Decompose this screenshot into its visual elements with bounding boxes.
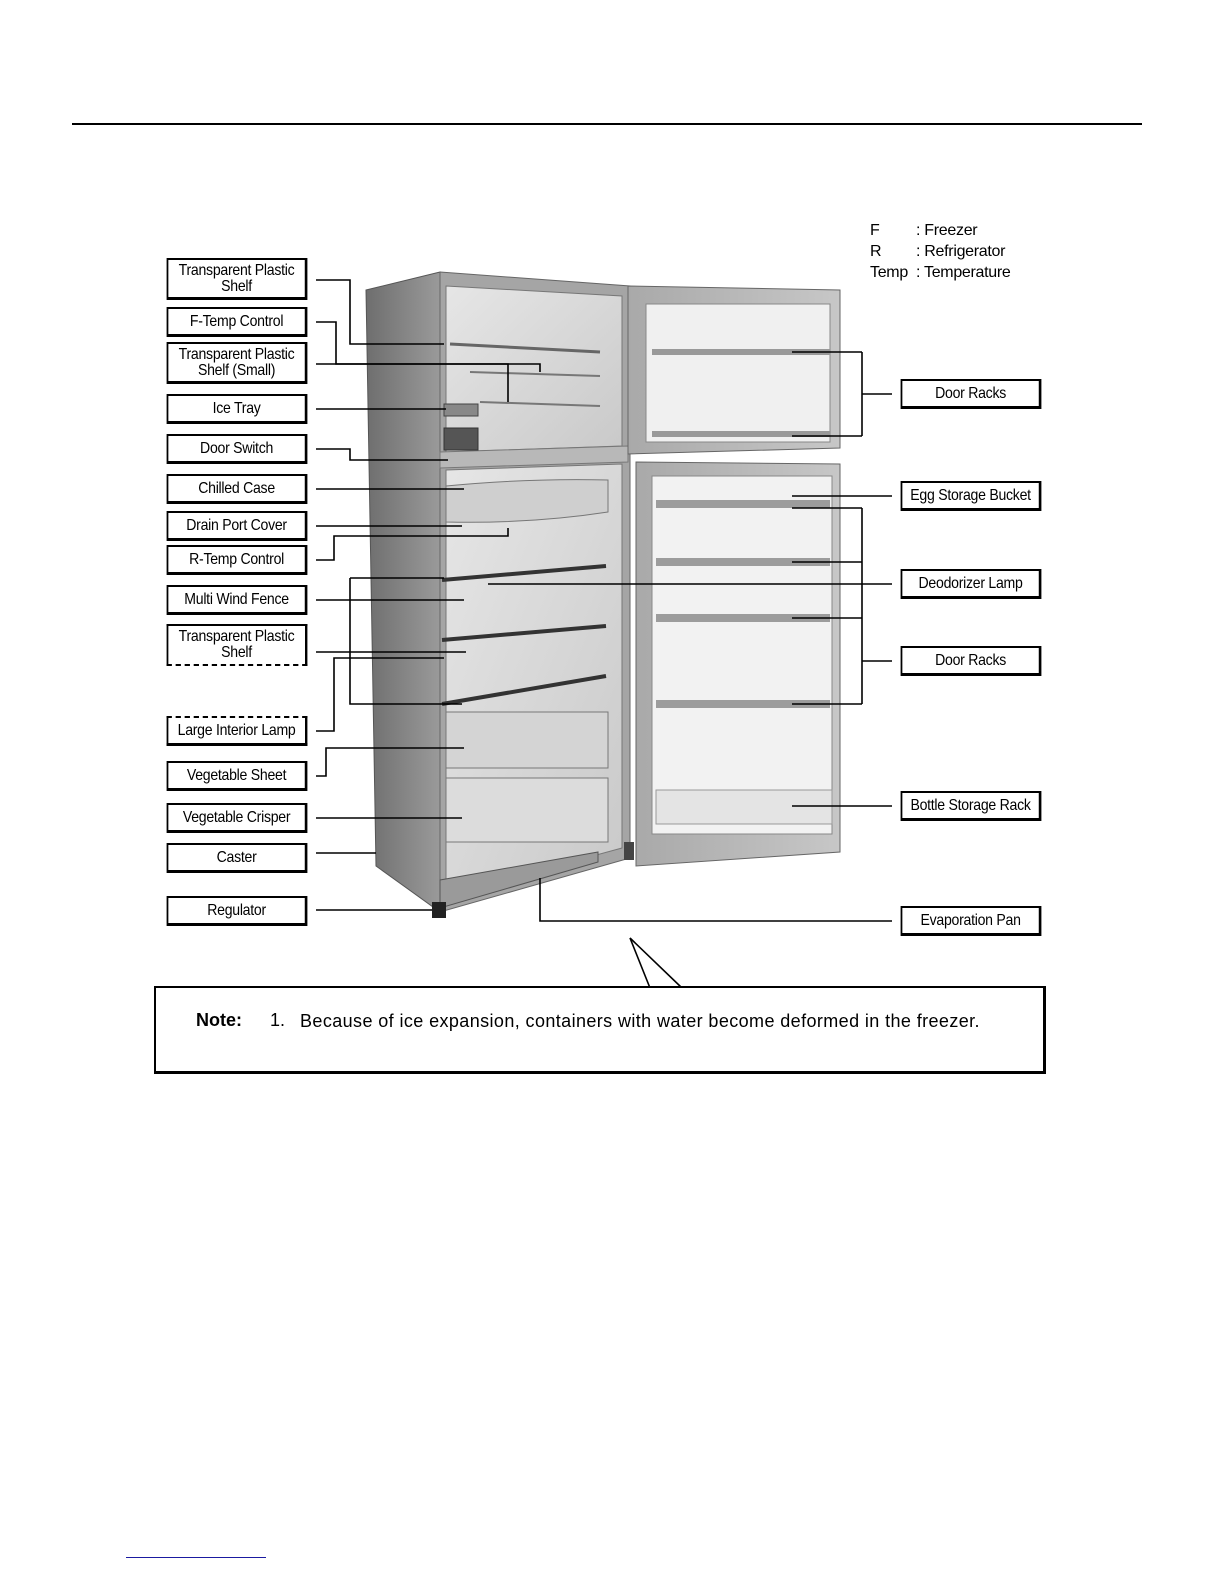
note-box — [154, 986, 1046, 1074]
cabinet-side — [366, 272, 440, 912]
vegetable-crisper-drawer — [446, 712, 608, 768]
label-caster: Caster — [167, 843, 308, 873]
label-transparent-plastic-shelf-mid: Transparent Plastic Shelf — [167, 624, 308, 666]
legend-value: : Temperature — [916, 264, 1011, 281]
abbreviation-legend — [870, 220, 1011, 283]
label-transparent-plastic-shelf-small: Transparent Plastic Shelf (Small) — [167, 342, 308, 384]
label-door-racks-fridge: Door Racks — [901, 646, 1042, 676]
legend-value: : Freezer — [916, 222, 978, 239]
chilled-case — [446, 480, 608, 523]
regulator-foot — [432, 902, 446, 918]
legend-row — [870, 262, 1011, 283]
label-bottle-storage-rack: Bottle Storage Rack — [901, 791, 1042, 821]
label-egg-storage-bucket: Egg Storage Bucket — [901, 481, 1042, 511]
label-evaporation-pan: Evaporation Pan — [901, 906, 1042, 936]
label-vegetable-crisper: Vegetable Crisper — [167, 803, 308, 833]
label-r-temp-control: R-Temp Control — [167, 545, 308, 575]
bottle-rack — [656, 790, 832, 824]
label-drain-port-cover: Drain Port Cover — [167, 511, 308, 541]
legend-key: R — [870, 243, 882, 260]
footnote-rule — [126, 1557, 266, 1558]
label-transparent-plastic-shelf-top: Transparent Plastic Shelf — [167, 258, 308, 300]
ice-tray — [444, 404, 478, 416]
label-regulator: Regulator — [167, 896, 308, 926]
label-large-interior-lamp: Large Interior Lamp — [167, 716, 308, 746]
label-multi-wind-fence: Multi Wind Fence — [167, 585, 308, 615]
label-deodorizer-lamp: Deodorizer Lamp — [901, 569, 1042, 599]
legend-row — [870, 241, 1011, 262]
freezer-compartment — [446, 286, 622, 452]
label-chilled-case: Chilled Case — [167, 474, 308, 504]
legend-key: Temp — [870, 264, 908, 281]
note-text: Because of ice expansion, containers with water become deformed in the freezer. — [300, 1011, 980, 1031]
note-label: Note: — [196, 1010, 242, 1030]
note-number: 1. — [270, 1010, 286, 1030]
label-f-temp-control: F-Temp Control — [167, 307, 308, 337]
legend-row — [870, 220, 1011, 241]
label-vegetable-sheet: Vegetable Sheet — [167, 761, 308, 791]
legend-value: : Refrigerator — [916, 243, 1006, 260]
label-door-switch: Door Switch — [167, 434, 308, 464]
refrigerator-photo — [366, 272, 840, 918]
label-door-racks-freezer: Door Racks — [901, 379, 1042, 409]
legend-key: F — [870, 222, 880, 239]
label-ice-tray: Ice Tray — [167, 394, 308, 424]
